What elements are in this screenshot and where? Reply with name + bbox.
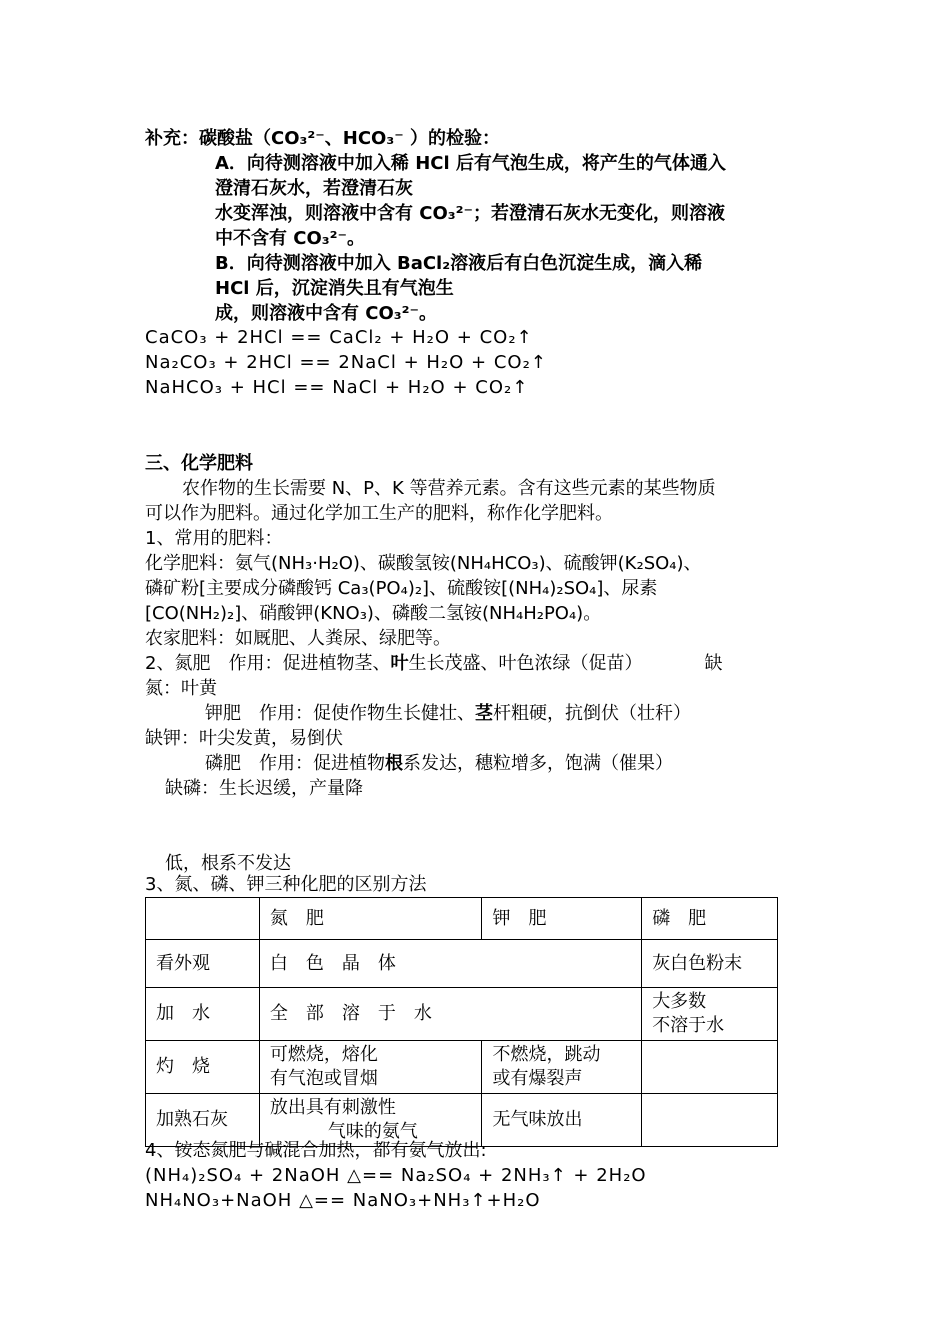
potassium-effect-pre: 钾肥 作用：促使作物生长健壮、 (205, 703, 475, 724)
nitrogen-lack: 氮：叶黄 (145, 678, 217, 699)
nitrogen-effect-post: 生长茂盛、叶色浓绿（促苗） (408, 653, 643, 674)
nitrogen-effect-pre: 2、氮肥 作用：促进植物茎、 (145, 653, 391, 674)
table-cell: 灰白色粉末 (642, 940, 778, 988)
table-cell (642, 1094, 778, 1147)
table-cell-line: 可燃烧，熔化 (269, 1044, 378, 1065)
nitrogen-effect (145, 652, 722, 676)
method-a-line3: 水变浑浊，则溶液中含有 CO₃²⁻；若澄清石灰水无变化，则溶液 (215, 203, 726, 224)
farm-fertilizer: 农家肥料：如厩肥、人粪尿、绿肥等。 (145, 628, 451, 649)
table-cell-line: 放出具有刺激性 (269, 1097, 396, 1118)
phosphorus-effect-pre: 磷肥 作用：促进植物 (205, 753, 385, 774)
table-cell: 加 水 (146, 988, 260, 1041)
distinguish-heading: 3、氮、磷、钾三种化肥的区别方法 (145, 874, 427, 895)
table-cell: 白 色 晶 体 (259, 940, 641, 988)
equation-ammonium-sulfate: (NH₄)₂SO₄ + 2NaOH △== Na₂SO₄ + 2NH₃↑ + 2H₂O (145, 1165, 647, 1186)
equation-nahco3: NaHCO₃ + HCl == NaCl + H₂O + CO₂↑ (145, 377, 529, 398)
table-row (146, 1041, 778, 1094)
table-cell (482, 1041, 642, 1094)
method-b-line3: 成，则溶液中含有 CO₃²⁻。 (215, 303, 438, 324)
phosphorus-effect-post: 系发达，穗粒增多，饱满（催果） (403, 753, 673, 774)
table-header-cell: 钾 肥 (482, 898, 642, 940)
potassium-effect-post: 杆粗硬，抗倒伏（壮秆） (493, 703, 691, 724)
potassium-key-word: 茎 (475, 703, 493, 724)
nitrogen-key-word: 叶 (390, 653, 409, 674)
table-cell-line: 不溶于水 (652, 1015, 725, 1036)
table-cell: 全 部 溶 于 水 (259, 988, 641, 1041)
method-a-line2: 澄清石灰水，若澄清石灰 (215, 178, 413, 199)
fertilizer-table (145, 897, 778, 1147)
table-cell-line: 气味的氨气 (327, 1121, 418, 1142)
table-cell-line: 或有爆裂声 (492, 1068, 583, 1089)
chem-fertilizer-line1: 化学肥料：氨气(NH₃·H₂O)、碳酸氢铵(NH₄HCO₃)、硫酸钾(K₂SO₄)、 (145, 553, 702, 574)
chem-fertilizer-line2: 磷矿粉[主要成分磷酸钙 Ca₃(PO₄)₂]、硫酸铵[(NH₄)₂SO₄]、尿素 (145, 578, 658, 599)
method-a-line1: A．向待测溶液中加入稀 HCl 后有气泡生成，将产生的气体通入 (215, 153, 726, 174)
table-cell-line: 大多数 (652, 991, 707, 1012)
phosphorus-lack-line2: 低，根系不发达 (165, 853, 291, 874)
equation-na2co3: Na₂CO₃ + 2HCl == 2NaCl + H₂O + CO₂↑ (145, 352, 547, 373)
ammonium-heading: 4、铵态氮肥与碱混合加热，都有氨气放出: (145, 1140, 487, 1161)
intro-line1: 农作物的生长需要 N、P、K 等营养元素。含有这些元素的某些物质 (182, 478, 716, 499)
method-b-line2: HCl 后，沉淀消失且有气泡生 (215, 278, 454, 299)
section-title: 三、化学肥料 (145, 453, 253, 474)
equation-caco3: CaCO₃ + 2HCl == CaCl₂ + H₂O + CO₂↑ (145, 327, 533, 348)
table-cell: 看外观 (146, 940, 260, 988)
equation-ammonium-nitrate: NH₄NO₃+NaOH △== NaNO₃+NH₃↑+H₂O (145, 1190, 541, 1211)
potassium-effect (205, 702, 691, 726)
table-cell-line: 有气泡或冒烟 (269, 1068, 378, 1089)
table-cell (642, 988, 778, 1041)
table-cell: 无气味放出 (482, 1094, 642, 1147)
method-a-line4: 中不含有 CO₃²⁻。 (215, 228, 366, 249)
potassium-lack: 缺钾：叶尖发黄，易倒伏 (145, 728, 343, 749)
method-b-line1: B．向待测溶液中加入 BaCl₂溶液后有白色沉淀生成，滴入稀 (215, 253, 703, 274)
table-cell (642, 1041, 778, 1094)
table-header-cell: 氮 肥 (259, 898, 482, 940)
common-fertilizers-heading: 1、常用的肥料： (145, 528, 283, 549)
phosphorus-key-word: 根 (385, 753, 403, 774)
table-row (146, 988, 778, 1041)
table-row (146, 898, 778, 940)
intro-line2: 可以作为肥料。通过化学加工生产的肥料，称作化学肥料。 (145, 503, 613, 524)
table-header-cell: 磷 肥 (642, 898, 778, 940)
supplement-heading: 补充：碳酸盐（CO₃²⁻、HCO₃⁻ ）的检验： (145, 128, 501, 149)
table-cell: 灼 烧 (146, 1041, 260, 1094)
table-cell (259, 1041, 482, 1094)
phosphorus-lack-line1: 缺磷：生长迟缓，产量降 (165, 778, 363, 799)
chem-fertilizer-line3: [CO(NH₂)₂]、硝酸钾(KNO₃)、磷酸二氢铵(NH₄H₂PO₄)。 (145, 603, 602, 624)
nitrogen-lack-prefix: 缺 (704, 653, 723, 674)
phosphorus-effect (205, 752, 673, 776)
table-header-cell (146, 898, 260, 940)
table-cell-line: 不燃烧，跳动 (492, 1044, 601, 1065)
table-row (146, 940, 778, 988)
table-cell: 加熟石灰 (146, 1094, 260, 1147)
